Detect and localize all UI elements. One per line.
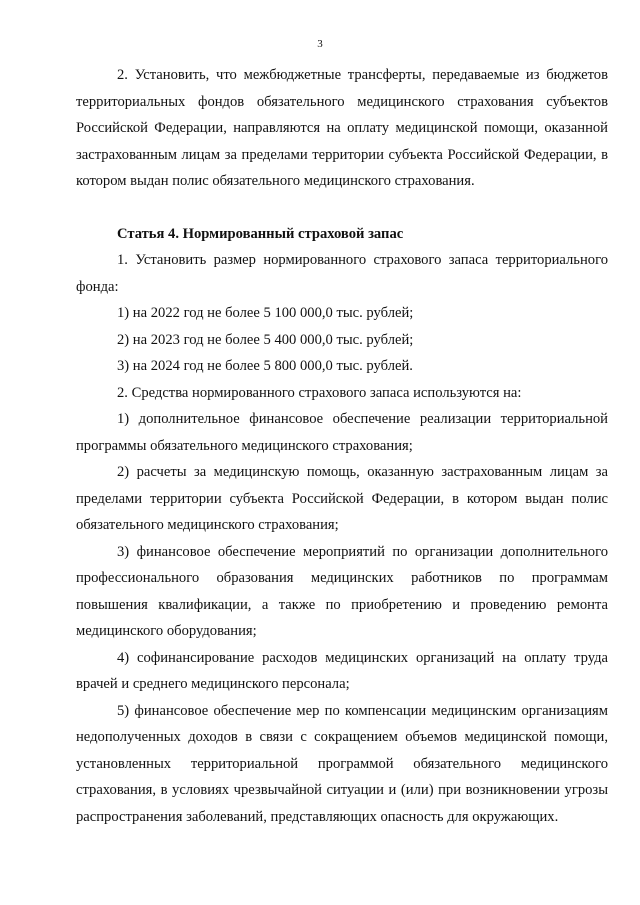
paragraph-transfers: 2. Установить, что межбюджетные трансферты, передаваемые из бюджетов территориальных фондов обязательного медицинского страхования субъектов Российской Федерации, направляются на оплату медицинской помощи, оказанной застрахованным лицам за пределами территории субъекта Российской Федерации, в котором выдан полис обязательного медицинского страхования.	[76, 67, 608, 189]
list-item-usage-2: 2) расчеты за медицинскую помощь, оказанную застрахованным лицам за пределами территории субъекта Российской Федерации, в котором выдан полис обязательного медицинского страхования;	[76, 464, 608, 533]
list-item-usage-4: 4) софинансирование расходов медицинских организаций на оплату труда врачей и среднего медицинского персонала;	[76, 649, 608, 692]
paragraph-reserve-usage: 2. Средства нормированного страхового запаса используются на:	[117, 384, 522, 401]
article-heading: Статья 4. Нормированный страховой запас	[117, 225, 404, 242]
list-item-usage-1: 1) дополнительное финансовое обеспечение реализации территориальной программы обязательного медицинского страхования;	[76, 411, 608, 454]
list-item-2023: 2) на 2023 год не более 5 400 000,0 тыс. рублей;	[117, 331, 414, 348]
paragraph-reserve-size: 1. Установить размер нормированного страхового запаса территориального фонда:	[76, 252, 608, 295]
section-gap	[76, 195, 608, 221]
page-number: 3	[317, 38, 323, 50]
list-item-2024: 3) на 2024 год не более 5 800 000,0 тыс. рублей.	[117, 358, 413, 374]
list-item-usage-5: 5) финансовое обеспечение мер по компенсации медицинским организациям недополученных доходов в связи с сокращением объемов медицинской помощи, установленных территориальной программой обязательного медицинского страхования, в условиях чрезвычайной ситуации и (или) при возникновении угрозы распространения заболеваний, представляющих опасность для окружающих.	[76, 702, 608, 825]
list-item-2022: 1) на 2022 год не более 5 100 000,0 тыс. рублей;	[117, 305, 414, 321]
list-item-usage-3: 3) финансовое обеспечение мероприятий по организации дополнительного профессионального образования медицинских работников по программам повышения квалификации, а также по приобретению и проведению ремонта медицинского оборудования;	[76, 543, 608, 639]
